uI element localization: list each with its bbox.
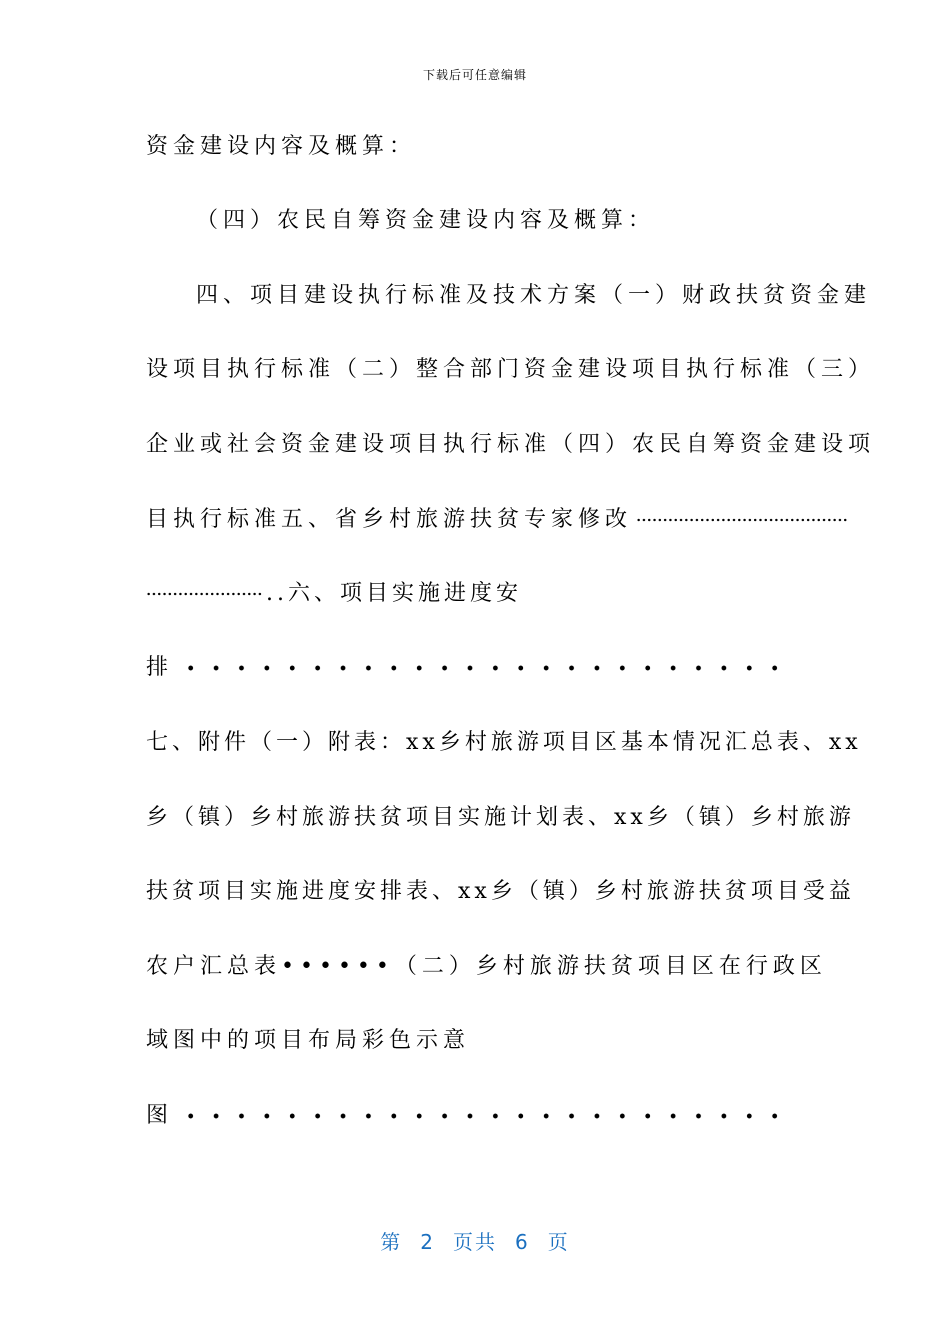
text-line: （四）农民自筹资金建设内容及概算： [196, 208, 656, 233]
text-line: 乡（镇）乡村旅游扶贫项目实施计划表、xx乡（镇）乡村旅游 [146, 805, 855, 830]
dot-leader [178, 1113, 796, 1119]
text-line-content: （二）乡村旅游扶贫项目区在行政区 [394, 954, 827, 979]
text-line: 设项目执行标准（二）整合部门资金建设项目执行标准（三） [146, 357, 876, 382]
text-line-content: 图 [146, 1103, 169, 1128]
footer-total-pages: 6 [515, 1230, 530, 1254]
text-line-content: 农户汇总表 [146, 954, 282, 979]
bullet-leader: •••••• [281, 954, 395, 979]
dot-leader [146, 592, 264, 596]
dot-leader-row [146, 1101, 796, 1131]
header-note: 下载后可任意编辑 [422, 68, 527, 82]
text-line: 四、项目建设执行标准及技术方案（一）财政扶贫资金建 [196, 283, 872, 308]
text-line [146, 952, 827, 982]
text-line-content: 排 [146, 655, 169, 680]
text-line-content: 目执行标准五、省乡村旅游扶贫专家修改 [146, 507, 633, 532]
text-line: 资金建设内容及概算： [146, 134, 417, 159]
footer-prefix: 第 [380, 1230, 403, 1254]
dot-leader [636, 518, 848, 522]
text-line-content: ..六、项目实施进度安 [266, 581, 522, 606]
text-line [146, 579, 522, 609]
text-line: 域图中的项目布局彩色示意 [146, 1028, 471, 1053]
footer-page-number: 2 [420, 1230, 435, 1254]
footer-suffix: 页 [547, 1230, 570, 1254]
text-line: 扶贫项目实施进度安排表、xx乡（镇）乡村旅游扶贫项目受益 [146, 879, 855, 904]
dot-leader-row [146, 653, 796, 683]
text-line: 企业或社会资金建设项目执行标准（四）农民自筹资金建设项 [146, 432, 876, 457]
dot-leader [178, 665, 796, 671]
footer-middle: 页共 [453, 1230, 497, 1254]
page-footer [0, 1226, 950, 1255]
text-line: 七、附件（一）附表：xx乡村旅游项目区基本情况汇总表、xx [146, 730, 862, 755]
text-line [146, 505, 848, 535]
